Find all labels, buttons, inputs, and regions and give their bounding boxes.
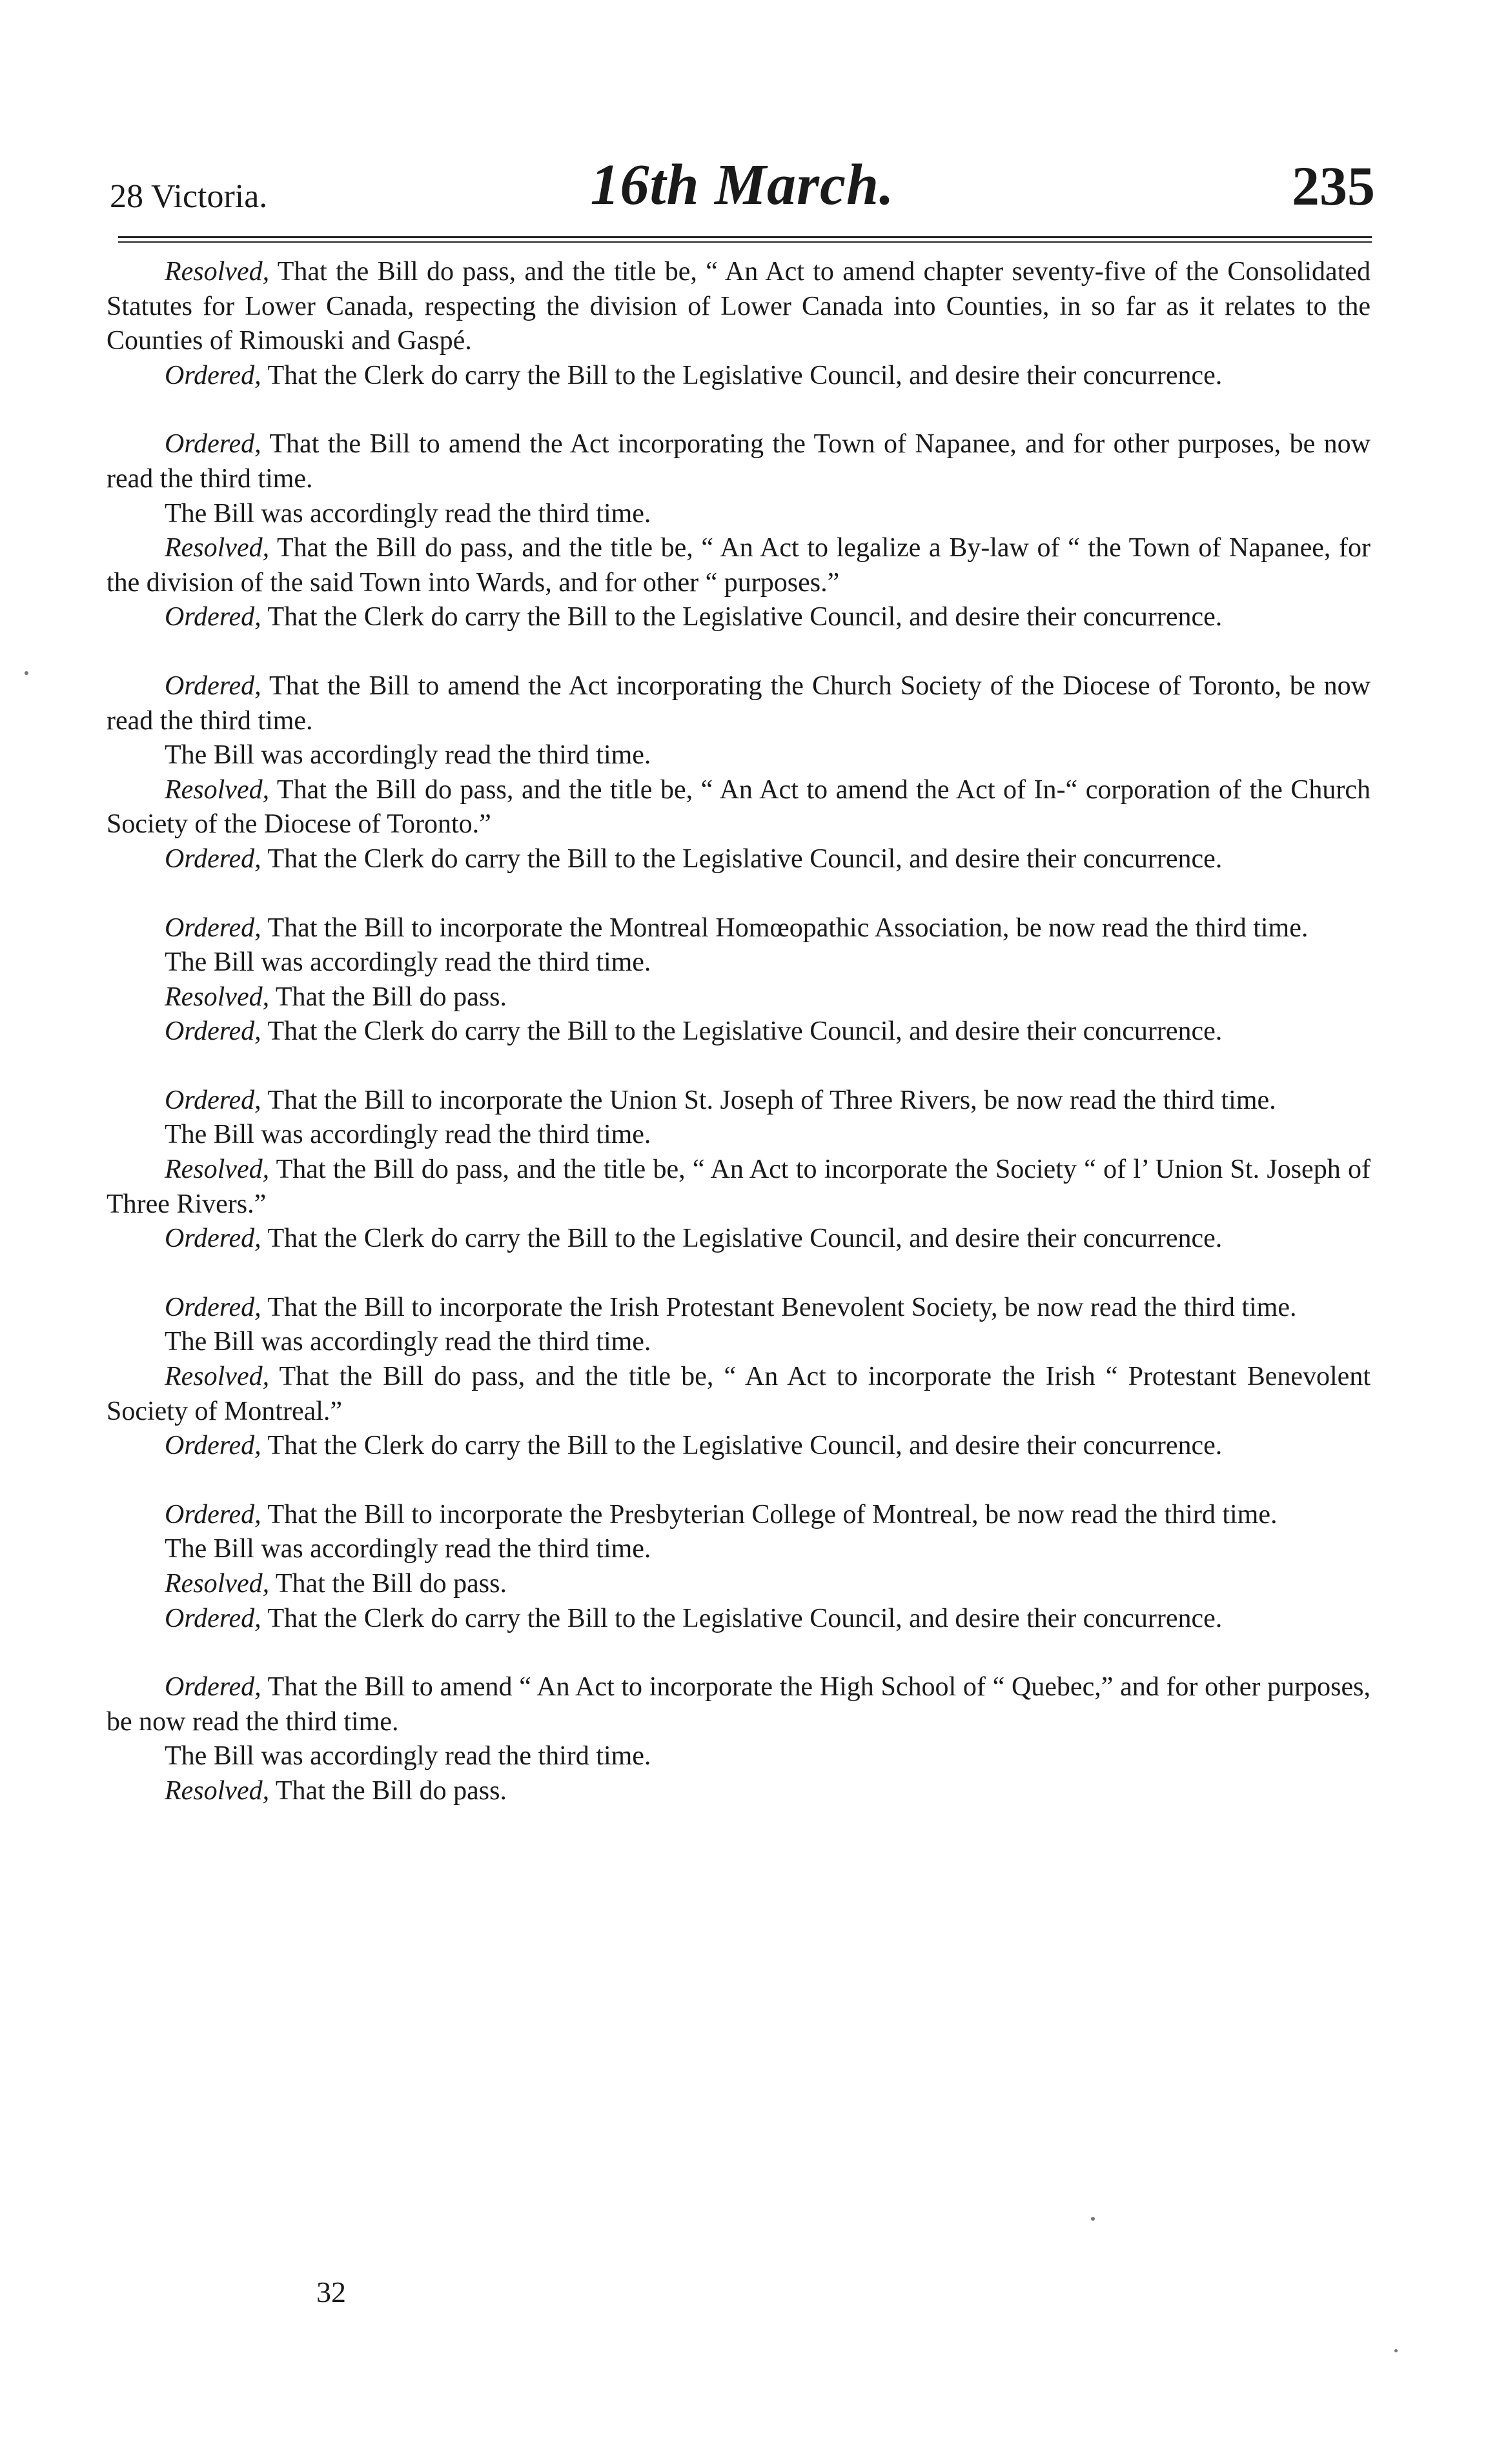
- entry-label: Resolved,: [165, 982, 270, 1012]
- entry-text: The Bill was accordingly read the third time.: [165, 947, 651, 978]
- entry-label: Ordered,: [165, 843, 261, 874]
- entry-text: The Bill was accordingly read the third time.: [165, 1534, 651, 1564]
- entry-label: Resolved,: [165, 1362, 270, 1392]
- entry-text: That the Clerk do carry the Bill to the Legislative Council, and desire their concurrence.: [267, 1016, 1223, 1047]
- entry-text: That the Bill do pass, and the title be, “ An Act to amend chapter seventy-five of the Consolidated Statutes for Lower Canada, respecting the division of Lower Canada into Counties, in so far as it relates to the Counties of Rimouski and Gaspé.: [107, 257, 1371, 356]
- journal-entry-line: [107, 1567, 1370, 1602]
- journal-paragraph: [107, 427, 1370, 635]
- scan-speck: [1394, 2349, 1398, 2352]
- scan-speck: [1091, 2217, 1095, 2221]
- journal-entry-line: [107, 1774, 1370, 1809]
- journal-entry-line: [107, 1739, 1370, 1774]
- entry-text: That the Bill to amend the Act incorporating the Town of Napanee, and for other purposes, be now read the third time.: [107, 429, 1370, 494]
- journal-entry-line: [107, 600, 1370, 635]
- journal-paragraph: [107, 255, 1370, 393]
- entry-text: That the Bill do pass.: [275, 1775, 507, 1806]
- page-number: 235: [1292, 155, 1375, 217]
- journal-entry-line: [107, 1602, 1370, 1637]
- entry-text: The Bill was accordingly read the third time.: [165, 1120, 651, 1150]
- journal-paragraph: [107, 1670, 1370, 1808]
- entry-text: That the Clerk do carry the Bill to the Legislative Council, and desire their concurrence.: [267, 843, 1223, 874]
- journal-entry-line: [107, 531, 1370, 600]
- entry-text: That the Bill do pass, and the title be, “ An Act to incorporate the Irish “ Protestant Benevolent Society of Montreal.”: [107, 1362, 1370, 1426]
- journal-paragraph: [107, 669, 1370, 877]
- entry-label: Ordered,: [165, 671, 261, 701]
- journal-paragraph: [107, 911, 1370, 1049]
- entry-text: That the Bill to incorporate the Irish Protestant Benevolent Society, be now read the third time.: [267, 1292, 1297, 1322]
- entry-text: That the Bill do pass, and the title be, “ An Act to incorporate the Society “ of l’ Union St. Joseph of Three Rivers.”: [107, 1155, 1370, 1219]
- entry-text: That the Bill do pass, and the title be, “ An Act to amend the Act of In-“ corporation of the Church Society of the Diocese of Toronto.”: [107, 774, 1370, 840]
- header-rule-bottom: [118, 241, 1372, 243]
- journal-entry-line: [107, 1118, 1370, 1153]
- entry-label: Ordered,: [165, 1499, 261, 1530]
- entry-label: Ordered,: [165, 360, 261, 390]
- entry-label: Ordered,: [165, 1224, 261, 1254]
- entry-text: That the Bill to incorporate the Presbyterian College of Montreal, be now read the third time.: [267, 1499, 1278, 1530]
- entry-text: That the Clerk do carry the Bill to the Legislative Council, and desire their concurrence.: [267, 360, 1223, 390]
- entry-label: Ordered,: [165, 1016, 261, 1047]
- journal-entry-line: [107, 1291, 1370, 1326]
- header-rule-top: [118, 236, 1372, 238]
- signature-mark: 32: [316, 2276, 346, 2308]
- journal-entry-line: [107, 911, 1370, 946]
- journal-entry-line: [107, 1222, 1370, 1257]
- journal-entry-line: [107, 255, 1370, 359]
- entry-text: That the Clerk do carry the Bill to the Legislative Council, and desire their concurrence.: [267, 602, 1223, 632]
- journal-entry-line: [107, 1325, 1370, 1360]
- journal-entry-line: [107, 773, 1370, 842]
- journal-body: [107, 255, 1370, 1843]
- entry-text: That the Clerk do carry the Bill to the Legislative Council, and desire their concurrence.: [267, 1603, 1223, 1633]
- journal-entry-line: [107, 427, 1370, 496]
- entry-label: Resolved,: [165, 1569, 270, 1599]
- entry-label: Ordered,: [165, 1431, 261, 1461]
- scan-speck: [25, 671, 28, 675]
- entry-text: That the Clerk do carry the Bill to the Legislative Council, and desire their concurrence.: [267, 1224, 1223, 1254]
- entry-label: Resolved,: [165, 1155, 270, 1185]
- journal-entry-line: [107, 1360, 1370, 1429]
- entry-label: Resolved,: [165, 533, 270, 563]
- journal-entry-line: [107, 1084, 1370, 1118]
- entry-text: That the Bill to incorporate the Montreal Homœopathic Association, be now read the third time.: [267, 913, 1309, 943]
- entry-label: Ordered,: [165, 429, 261, 459]
- journal-entry-line: [107, 669, 1370, 738]
- entry-text: That the Bill do pass.: [275, 982, 507, 1012]
- journal-entry-line: [107, 359, 1370, 394]
- entry-label: Ordered,: [165, 1085, 261, 1115]
- entry-text: The Bill was accordingly read the third time.: [165, 740, 651, 771]
- entry-label: Resolved,: [165, 257, 270, 287]
- entry-text: That the Bill to incorporate the Union St. Joseph of Three Rivers, be now read the third time.: [267, 1085, 1276, 1115]
- journal-entry-line: [107, 1429, 1370, 1464]
- journal-paragraph: [107, 1291, 1370, 1464]
- journal-entry-line: [107, 1498, 1370, 1533]
- entry-text: That the Bill do pass.: [275, 1569, 507, 1599]
- journal-entry-line: [107, 1153, 1370, 1222]
- journal-paragraph: [107, 1498, 1370, 1636]
- journal-entry-line: [107, 945, 1370, 980]
- entry-label: Resolved,: [165, 774, 270, 805]
- journal-entry-line: [107, 1532, 1370, 1567]
- journal-paragraph: [107, 1084, 1370, 1257]
- entry-text: The Bill was accordingly read the third time.: [165, 498, 651, 529]
- entry-label: Ordered,: [165, 602, 261, 632]
- journal-entry-line: [107, 497, 1370, 532]
- entry-text: The Bill was accordingly read the third time.: [165, 1327, 651, 1357]
- journal-entry-line: [107, 842, 1370, 877]
- journal-entry-line: [107, 738, 1370, 773]
- entry-text: That the Clerk do carry the Bill to the Legislative Council, and desire their concurrence.: [267, 1431, 1223, 1461]
- header-date: 16th March.: [590, 153, 895, 217]
- journal-entry-line: [107, 980, 1370, 1015]
- entry-text: That the Bill do pass, and the title be, “ An Act to legalize a By-law of “ the Town of Napanee, for the division of the said Town into Wards, and for other “ purposes.”: [107, 533, 1370, 598]
- entry-label: Ordered,: [165, 1603, 261, 1633]
- entry-text: The Bill was accordingly read the third time.: [165, 1741, 651, 1772]
- page-header: [110, 150, 1375, 221]
- entry-label: Ordered,: [165, 1292, 261, 1322]
- entry-text: That the Bill to amend the Act incorporating the Church Society of the Diocese of Toronto, be now read the third time.: [107, 671, 1370, 736]
- entry-label: Ordered,: [165, 913, 261, 943]
- entry-label: Resolved,: [165, 1775, 270, 1806]
- entry-text: That the Bill to amend “ An Act to incorporate the High School of “ Quebec,” and for other purposes, be now read the third time.: [107, 1672, 1370, 1737]
- journal-entry-line: [107, 1670, 1370, 1739]
- entry-label: Ordered,: [165, 1672, 261, 1702]
- journal-entry-line: [107, 1015, 1370, 1049]
- header-session: 28 Victoria.: [110, 178, 268, 215]
